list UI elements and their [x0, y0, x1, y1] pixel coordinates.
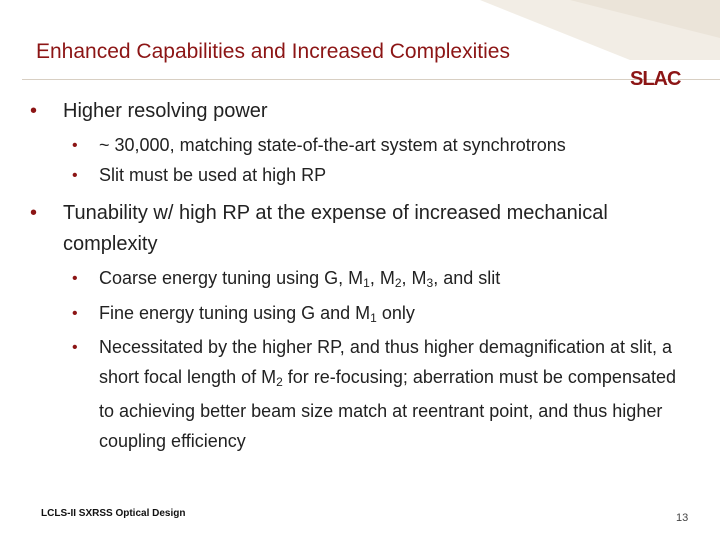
sub-bullet-text: ~ 30,000, matching state-of-the-art system at synchrotrons	[99, 135, 566, 155]
bullet-1	[30, 96, 680, 127]
sub-bullet-text: Necessitated by the higher RP, and thus higher demagnification at slit, a short focal length of $M_2$ for re-focusing; aberration must be compensated to achieving better beam size match at reentrant point, and thus higher coupling efficiency	[99, 337, 676, 451]
page-number: 13	[676, 512, 689, 524]
sub-bullet-1-1	[72, 131, 680, 161]
bullet-dot-icon: •	[72, 270, 78, 287]
bullet-dot-icon: •	[72, 304, 78, 322]
bullet-2-text: Tunability w/ high RP at the expense of increased mechanical complexity	[63, 202, 608, 255]
sub-bullet-2-3	[72, 333, 680, 456]
bullet-2-sublist	[30, 264, 680, 456]
bullet-dot-icon: •	[30, 100, 38, 122]
sub-bullet-2-1	[72, 264, 680, 299]
bullet-2	[30, 198, 680, 260]
title-divider	[22, 79, 720, 80]
slac-logo: SLAC	[630, 68, 681, 90]
bullet-dot-icon: •	[72, 137, 78, 154]
bullet-dot-icon: •	[72, 339, 78, 356]
sub-bullet-1-2	[72, 161, 680, 191]
sub-bullet-text: Coarse energy tuning using G, $M_1$, $M_2$, $M_3$, and slit	[99, 268, 501, 290]
bullet-1-text: Higher resolving power	[63, 100, 268, 122]
bullet-dot-icon: •	[30, 202, 38, 224]
bullet-list	[30, 96, 680, 460]
sub-bullet-text: Slit must be used at high RP	[99, 164, 327, 185]
sub-bullet-text: Fine energy tuning using G and $M_1$ only	[99, 302, 415, 325]
bullet-dot-icon: •	[72, 166, 78, 184]
sub-bullet-2-2	[72, 299, 680, 334]
bullet-1-sublist	[30, 131, 680, 190]
footer-text: LCLS-II SXRSS Optical Design	[41, 508, 186, 519]
slide-title: Enhanced Capabilities and Increased Complexities	[36, 40, 510, 63]
